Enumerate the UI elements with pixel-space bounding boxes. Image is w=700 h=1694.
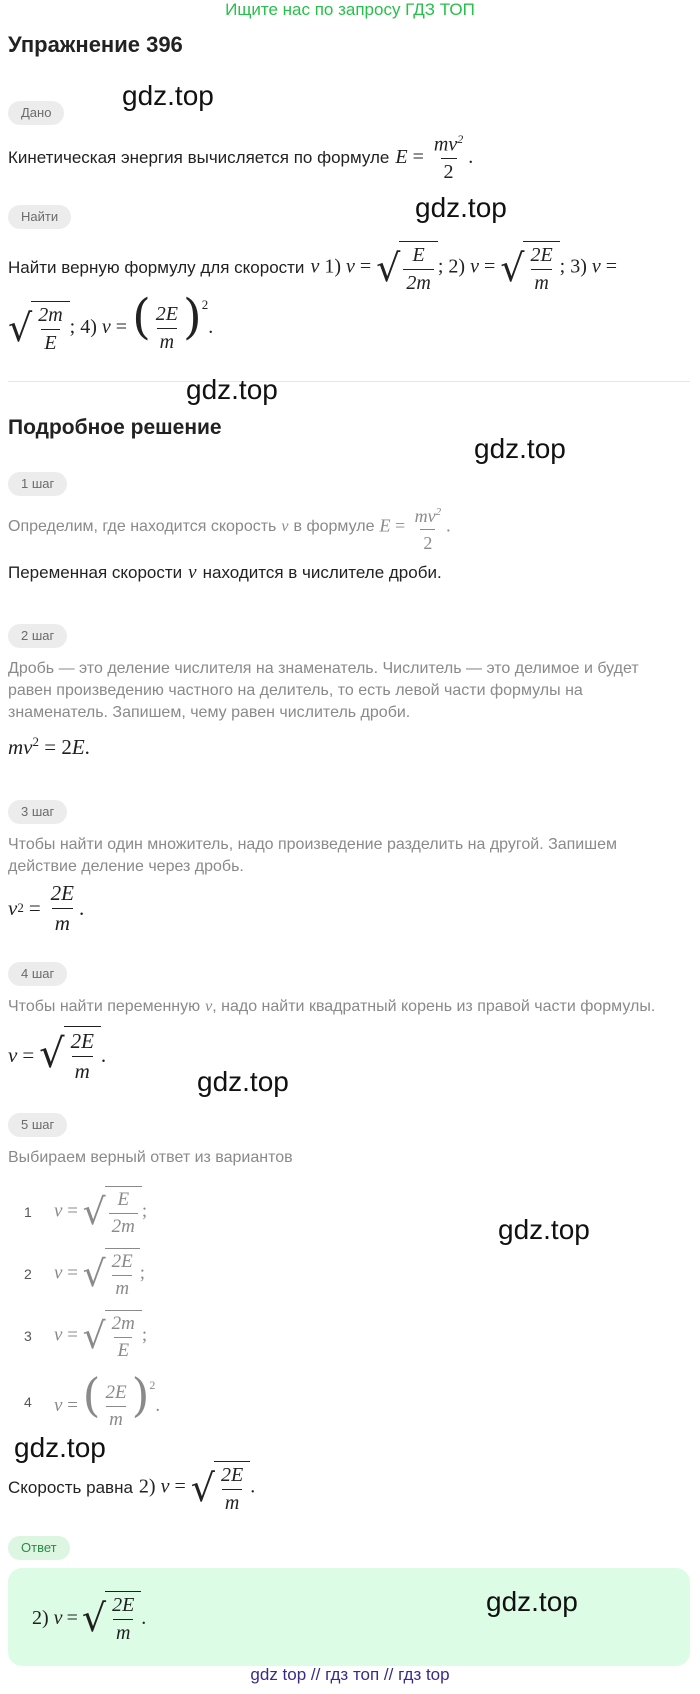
option-number: 2 [24,1266,32,1282]
step3-formula: v 2 = $\frac{2E}{m}$ . [8,880,85,935]
watermark: gdz.top [498,1214,590,1245]
step1-text: Определим, где находится скорость v в формуле E = $\frac{mv^2}{2}$ . [8,505,451,553]
given-formula: E = $\frac{mv^2}{2}$ . [395,131,474,184]
given-text: Кинетическая энергия вычисляется по формуле [8,148,390,167]
page-title: Упражнение 396 [8,32,183,57]
step5-chip: 5 шаг [8,1113,67,1137]
watermark: gdz.top [486,1586,578,1617]
find-text: Найти верную формулу для скорости [8,258,305,277]
step1-conclusion: Переменная скорости v находится в числителе дроби. [8,562,442,583]
find-options-line1: v 1) v = √ $\frac{E}{2m}$ ; 2) v = √ $\frac{2E}{m}$ ; 3) v = [310,241,617,295]
option-3: 3 v = √ $\frac{2m}{E}$ ; [24,1308,147,1364]
watermark: gdz.top [197,1066,289,1097]
footer-links[interactable]: gdz top // гдз топ // гдз top [250,1665,450,1684]
watermark: gdz.top [186,374,278,405]
divider [8,381,690,382]
watermark: gdz.top [122,80,214,111]
step5-conclusion: Скорость равна 2) v = √ $\frac{2E}{m}$ . [8,1460,255,1516]
step4-formula: v = √ $\frac{2E}{m}$ . [8,1025,106,1085]
step4-chip: 4 шаг [8,962,67,986]
step5-text: Выбираем верный ответ из вариантов [8,1149,293,1166]
find-options-line2: √ $\frac{2m}{E}$ ; 4) v = ( $\frac{2E}{m}$ )$^2$. [8,288,214,355]
option-2: 2 v = √ $\frac{2E}{m}$ ; [24,1246,145,1302]
option-number: 3 [24,1328,32,1344]
step4-text: Чтобы найти переменную v , надо найти квадратный корень из правой части формулы. [8,998,656,1015]
option-4: 4 v = ( $\frac{2E}{m}$ )$^2$. [24,1368,161,1431]
step1-chip: 1 шаг [8,472,67,496]
step3-chip: 3 шаг [8,800,67,824]
given-chip: Дано [8,101,64,125]
step2-chip: 2 шаг [8,624,67,648]
given-statement [8,133,473,183]
watermark: gdz.top [474,433,566,464]
step2-text: Дробь — это деление числителя на знаменатель. Числитель — это делимое и будет равен произведению частного на делитель, то есть левой части формулы на знаменатель. Запишем, чему равен числитель дроби. [8,660,639,721]
option-number: 4 [24,1394,32,1410]
find-chip: Найти [8,205,71,229]
watermark: gdz.top [14,1432,106,1463]
option-1: 1 v = √ $\frac{E}{2m}$ ; [24,1184,147,1240]
step3-text: Чтобы найти один множитель, надо произведение разделить на другой. Запишем действие деление через дробь. [8,836,617,875]
step2-formula: $mv^2 = 2E$. [8,734,90,759]
search-banner: Ищите нас по запросу ГДЗ ТОП [225,0,475,19]
option-number: 1 [24,1204,32,1220]
answer-formula: 2) v = √ $\frac{2E}{m}$ . [32,1590,146,1646]
answer-chip: Ответ [8,1536,70,1560]
solution-heading: Подробное решение [8,416,222,439]
find-statement [8,238,617,298]
watermark: gdz.top [415,192,507,223]
